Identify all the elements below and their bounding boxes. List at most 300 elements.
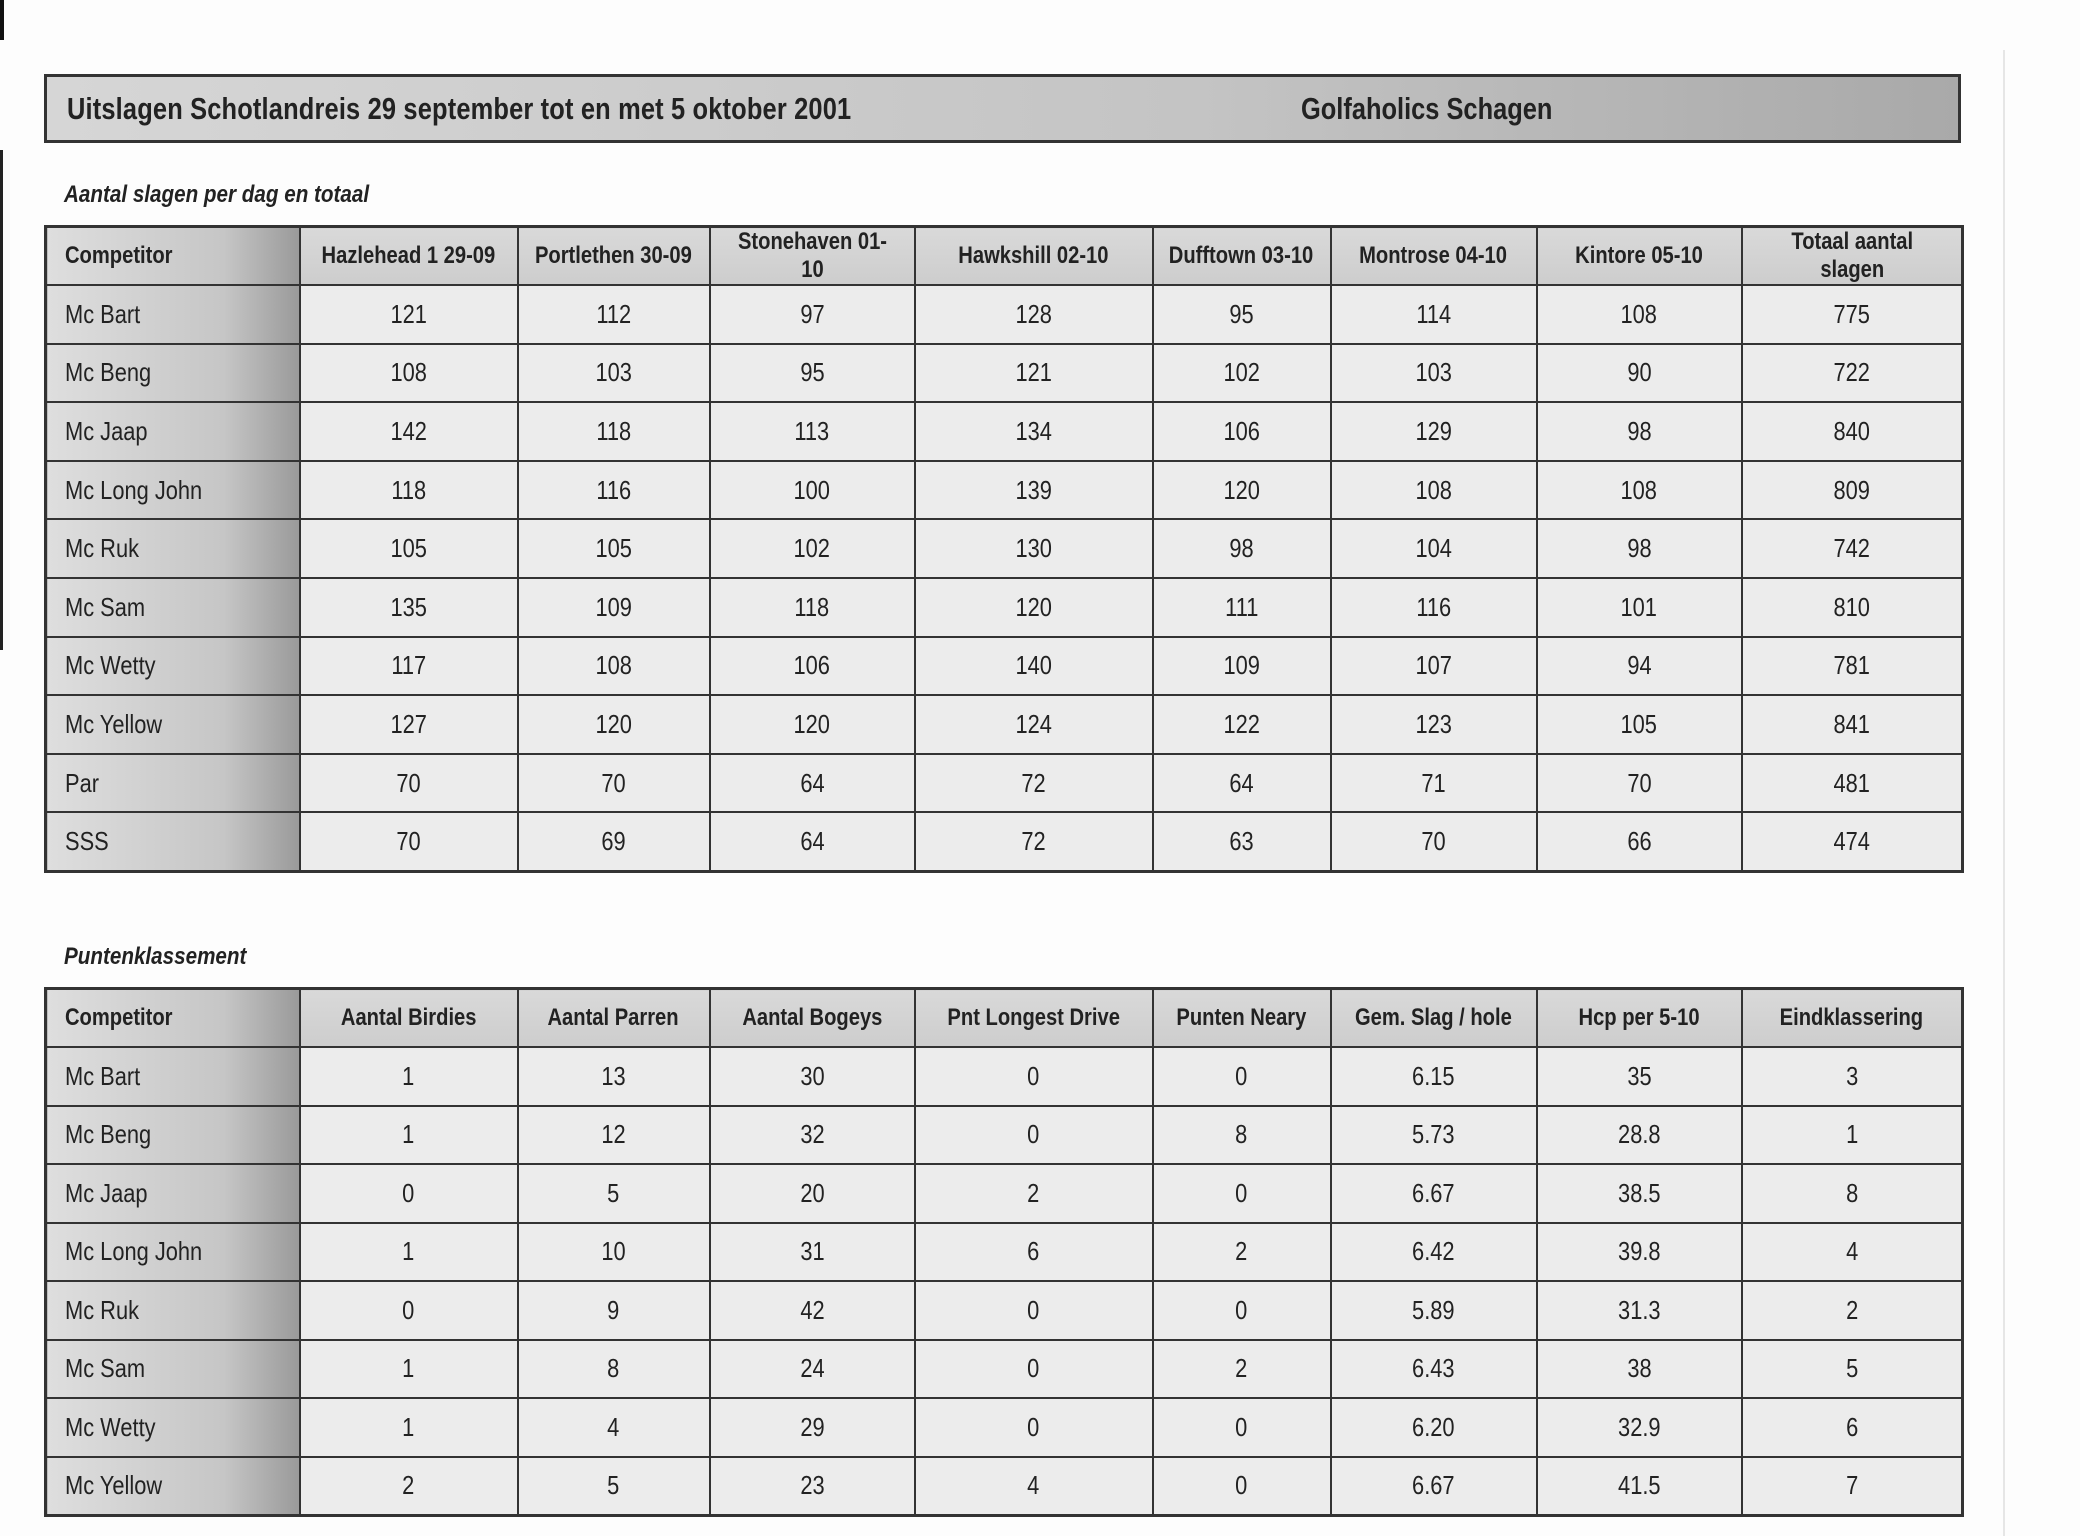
cell-value: 111	[1224, 591, 1259, 622]
value-cell	[1331, 1164, 1537, 1223]
column-header	[1742, 989, 1963, 1048]
competitor-cell	[46, 812, 300, 871]
cell-value: 474	[1833, 825, 1870, 856]
value-cell	[710, 1398, 915, 1457]
value-cell	[1742, 1281, 1963, 1340]
column-header-label: Punten Neary	[1176, 1004, 1307, 1031]
cell-value: 7	[1845, 1470, 1858, 1500]
value-cell	[518, 344, 710, 403]
value-cell	[518, 637, 710, 696]
competitor-name: Mc Bart	[65, 298, 141, 329]
value-cell	[1331, 754, 1537, 813]
cell-value: 108	[1620, 474, 1658, 505]
value-cell	[518, 402, 710, 461]
cell-value: 6.15	[1412, 1060, 1455, 1091]
competitor-cell	[46, 285, 300, 344]
cell-value: 28.8	[1617, 1119, 1661, 1150]
competitor-cell	[46, 402, 300, 461]
cell-value: 6	[1845, 1411, 1858, 1442]
column-header-label: Hcp per 5-10	[1578, 1004, 1700, 1031]
value-cell	[915, 1164, 1153, 1223]
cell-value: 134	[1015, 416, 1052, 447]
value-cell	[1537, 461, 1742, 520]
cell-value: 0	[1027, 1353, 1040, 1384]
value-cell	[710, 461, 915, 520]
value-cell	[518, 695, 710, 754]
column-header	[1153, 989, 1331, 1048]
value-cell	[710, 1047, 915, 1106]
value-cell	[300, 1340, 518, 1399]
cell-value: 38.5	[1617, 1177, 1661, 1208]
column-header-label: Dufftown 03-10	[1169, 242, 1314, 270]
cell-value: 117	[391, 650, 426, 681]
cell-value: 32.9	[1617, 1411, 1661, 1442]
value-cell	[1537, 402, 1742, 461]
column-header	[518, 989, 710, 1048]
value-cell	[710, 344, 915, 403]
table-row	[46, 1457, 1963, 1516]
value-cell	[1331, 402, 1537, 461]
cell-value: 118	[794, 591, 830, 622]
value-cell	[1537, 344, 1742, 403]
value-cell	[300, 344, 518, 403]
cell-value: 5	[607, 1470, 620, 1500]
column-header-label: Aantal Parren	[547, 1004, 680, 1031]
value-cell	[1742, 1106, 1963, 1165]
cell-value: 120	[1015, 591, 1052, 622]
club-name: Golfaholics Schagen	[1301, 90, 1553, 126]
column-header-label: Aantal Birdies	[340, 1004, 477, 1031]
cell-value: 5	[1845, 1353, 1858, 1384]
cell-value: 0	[1235, 1470, 1248, 1500]
cell-value: 121	[1015, 357, 1052, 388]
value-cell	[1153, 344, 1331, 403]
value-cell	[915, 1398, 1153, 1457]
cell-value: 127	[390, 709, 427, 740]
cell-value: 42	[799, 1294, 825, 1325]
value-cell	[710, 519, 915, 578]
cell-value: 20	[799, 1177, 825, 1208]
value-cell	[300, 578, 518, 637]
value-cell	[518, 578, 710, 637]
competitor-cell	[46, 1223, 300, 1282]
table-row	[46, 344, 1963, 403]
competitor-name: SSS	[65, 825, 109, 856]
cell-value: 107	[1415, 650, 1452, 681]
competitor-cell	[46, 1398, 300, 1457]
value-cell	[710, 1106, 915, 1165]
value-cell	[1742, 402, 1963, 461]
column-header-label: Montrose 04-10	[1359, 242, 1508, 270]
value-cell	[1742, 754, 1963, 813]
cell-value: 116	[1416, 591, 1451, 622]
table-row	[46, 1047, 1963, 1106]
cell-value: 72	[1021, 825, 1046, 856]
cell-value: 109	[1223, 650, 1260, 681]
table-row	[46, 519, 1963, 578]
value-cell	[1153, 812, 1331, 871]
cell-value: 4	[1845, 1236, 1858, 1267]
competitor-cell	[46, 1047, 300, 1106]
column-header-competitor	[46, 989, 300, 1048]
value-cell	[300, 1457, 518, 1516]
cell-value: 102	[1223, 357, 1260, 388]
competitor-cell	[46, 578, 300, 637]
cell-value: 1	[402, 1236, 415, 1267]
column-header	[915, 227, 1153, 286]
header-banner	[44, 74, 1961, 143]
cell-value: 135	[390, 591, 427, 622]
cell-value: 1	[1845, 1119, 1858, 1150]
value-cell	[1742, 519, 1963, 578]
column-header-label: Hazlehead 1 29-09	[321, 242, 496, 270]
value-cell	[1537, 1340, 1742, 1399]
competitor-cell	[46, 695, 300, 754]
value-cell	[300, 285, 518, 344]
column-header	[1537, 227, 1742, 286]
cell-value: 6.67	[1412, 1470, 1455, 1500]
column-header-label: Kintore 05-10	[1575, 242, 1703, 270]
cell-value: 0	[402, 1177, 415, 1208]
cell-value: 13	[601, 1060, 626, 1091]
value-cell	[1537, 1398, 1742, 1457]
cell-value: 29	[799, 1411, 825, 1442]
cell-value: 840	[1833, 416, 1870, 447]
cell-value: 1	[402, 1060, 415, 1091]
cell-value: 109	[595, 591, 632, 622]
cell-value: 9	[607, 1294, 620, 1325]
table-row	[46, 285, 1963, 344]
competitor-cell	[46, 519, 300, 578]
competitor-name: Mc Beng	[65, 1119, 152, 1150]
value-cell	[518, 1164, 710, 1223]
cell-value: 124	[1015, 709, 1052, 740]
competitor-cell	[46, 461, 300, 520]
value-cell	[518, 1281, 710, 1340]
cell-value: 2	[1027, 1177, 1040, 1208]
column-header	[1331, 989, 1537, 1048]
value-cell	[300, 1106, 518, 1165]
column-header	[1537, 989, 1742, 1048]
cell-value: 775	[1833, 298, 1870, 329]
table-row	[46, 1164, 1963, 1223]
cell-value: 810	[1833, 591, 1870, 622]
value-cell	[1742, 578, 1963, 637]
value-cell	[518, 812, 710, 871]
cell-value: 108	[1415, 474, 1452, 505]
cell-value: 10	[601, 1236, 626, 1267]
value-cell	[710, 402, 915, 461]
cell-value: 31.3	[1617, 1294, 1661, 1325]
value-cell	[1331, 1106, 1537, 1165]
cell-value: 103	[1415, 357, 1452, 388]
value-cell	[1537, 1106, 1742, 1165]
column-header-label: Pnt Longest Drive	[947, 1004, 1120, 1031]
cell-value: 2	[1235, 1353, 1248, 1384]
cell-value: 97	[799, 298, 825, 329]
competitor-name: Mc Sam	[65, 591, 146, 622]
value-cell	[710, 754, 915, 813]
column-header-label: Portlethen 30-09	[535, 242, 692, 270]
cell-value: 1	[402, 1353, 415, 1384]
value-cell	[1537, 1223, 1742, 1282]
column-header-label: Competitor	[65, 242, 173, 270]
value-cell	[1153, 285, 1331, 344]
competitor-name: Mc Ruk	[65, 533, 140, 564]
cell-value: 108	[390, 357, 427, 388]
cell-value: 4	[607, 1411, 620, 1442]
value-cell	[300, 519, 518, 578]
value-cell	[710, 812, 915, 871]
value-cell	[710, 1340, 915, 1399]
cell-value: 140	[1015, 650, 1052, 681]
table-row	[46, 695, 1963, 754]
table-row	[46, 402, 1963, 461]
value-cell	[300, 461, 518, 520]
cell-value: 108	[595, 650, 632, 681]
value-cell	[1742, 1398, 1963, 1457]
cell-value: 2	[402, 1470, 415, 1500]
value-cell	[1153, 578, 1331, 637]
value-cell	[518, 1047, 710, 1106]
value-cell	[915, 578, 1153, 637]
competitor-cell	[46, 1281, 300, 1340]
cell-value: 809	[1833, 474, 1870, 505]
value-cell	[915, 812, 1153, 871]
value-cell	[518, 1457, 710, 1516]
competitor-cell	[46, 344, 300, 403]
cell-value: 24	[799, 1353, 825, 1384]
value-cell	[300, 1223, 518, 1282]
cell-value: 35	[1626, 1060, 1652, 1091]
cell-value: 5.89	[1412, 1294, 1455, 1325]
value-cell	[1537, 578, 1742, 637]
cell-value: 98	[1229, 533, 1254, 564]
value-cell	[1537, 1164, 1742, 1223]
value-cell	[300, 812, 518, 871]
value-cell	[1742, 461, 1963, 520]
competitor-name: Mc Beng	[65, 357, 152, 388]
header-row	[46, 989, 1963, 1048]
page-edge-line	[2003, 50, 2005, 1536]
value-cell	[1153, 1106, 1331, 1165]
column-header	[915, 989, 1153, 1048]
cell-value: 781	[1833, 650, 1870, 681]
cell-value: 105	[390, 533, 427, 564]
value-cell	[915, 1047, 1153, 1106]
value-cell	[1153, 402, 1331, 461]
cell-value: 112	[596, 298, 631, 329]
value-cell	[1742, 344, 1963, 403]
value-cell	[1331, 637, 1537, 696]
value-cell	[1153, 1340, 1331, 1399]
competitor-name: Par	[65, 767, 99, 798]
cell-value: 122	[1223, 709, 1260, 740]
cell-value: 103	[595, 357, 632, 388]
column-header-label: Totaal aantal slagen	[1790, 228, 1913, 284]
cell-value: 105	[1620, 709, 1658, 740]
cell-value: 63	[1229, 825, 1254, 856]
cell-value: 0	[1027, 1294, 1040, 1325]
cell-value: 2	[1845, 1294, 1858, 1325]
value-cell	[1153, 461, 1331, 520]
cell-value: 90	[1626, 357, 1652, 388]
value-cell	[1537, 1047, 1742, 1106]
table-row	[46, 754, 1963, 813]
value-cell	[1153, 1223, 1331, 1282]
competitor-name: Mc Bart	[65, 1060, 141, 1091]
value-cell	[710, 637, 915, 696]
column-header	[300, 227, 518, 286]
value-cell	[1742, 1047, 1963, 1106]
cell-value: 2	[1235, 1236, 1248, 1267]
cell-value: 123	[1415, 709, 1452, 740]
value-cell	[915, 1106, 1153, 1165]
competitor-name: Mc Yellow	[65, 709, 163, 740]
value-cell	[518, 1106, 710, 1165]
value-cell	[915, 1340, 1153, 1399]
cell-value: 116	[596, 474, 631, 505]
value-cell	[915, 754, 1153, 813]
competitor-name: Mc Yellow	[65, 1470, 163, 1500]
column-header	[300, 989, 518, 1048]
column-header-label: Gem. Slag / hole	[1355, 1004, 1512, 1031]
table-row	[46, 461, 1963, 520]
cell-value: 104	[1415, 533, 1452, 564]
value-cell	[710, 1164, 915, 1223]
value-cell	[710, 1457, 915, 1516]
cell-value: 12	[601, 1119, 626, 1150]
value-cell	[1153, 1281, 1331, 1340]
cell-value: 142	[390, 416, 427, 447]
value-cell	[710, 285, 915, 344]
value-cell	[1331, 344, 1537, 403]
value-cell	[1537, 1281, 1742, 1340]
value-cell	[300, 695, 518, 754]
column-header-label: Hawkshill 02-10	[958, 242, 1109, 270]
table-row	[46, 1223, 1963, 1282]
cell-value: 64	[1229, 767, 1254, 798]
value-cell	[1742, 1340, 1963, 1399]
column-header-label: Eindklassering	[1780, 1004, 1924, 1031]
table-row	[46, 1398, 1963, 1457]
cell-value: 5.73	[1412, 1119, 1455, 1150]
value-cell	[300, 754, 518, 813]
column-header	[1742, 227, 1963, 286]
value-cell	[1537, 1457, 1742, 1516]
cell-value: 32	[799, 1119, 825, 1150]
value-cell	[1537, 285, 1742, 344]
points-section-title: Puntenklassement	[64, 943, 247, 970]
cell-value: 38	[1626, 1353, 1652, 1384]
value-cell	[1742, 285, 1963, 344]
cell-value: 841	[1833, 709, 1870, 740]
competitor-cell	[46, 1340, 300, 1399]
competitor-name: Mc Wetty	[65, 1411, 156, 1442]
column-header-label: Competitor	[65, 1004, 173, 1031]
column-header	[1331, 227, 1537, 286]
value-cell	[1537, 754, 1742, 813]
scan-edge-line	[0, 150, 3, 650]
value-cell	[1331, 1340, 1537, 1399]
cell-value: 70	[396, 825, 421, 856]
value-cell	[710, 1223, 915, 1282]
cell-value: 0	[1235, 1294, 1248, 1325]
cell-value: 1	[402, 1119, 415, 1150]
column-header	[710, 227, 915, 286]
competitor-name: Mc Sam	[65, 1353, 146, 1384]
cell-value: 70	[396, 767, 421, 798]
cell-value: 0	[1027, 1060, 1040, 1091]
cell-value: 722	[1833, 357, 1870, 388]
cell-value: 742	[1833, 533, 1870, 564]
cell-value: 94	[1626, 650, 1652, 681]
value-cell	[1153, 1164, 1331, 1223]
cell-value: 64	[799, 767, 825, 798]
cell-value: 0	[1235, 1060, 1248, 1091]
cell-value: 95	[799, 357, 825, 388]
column-header-label: Aantal Bogeys	[741, 1004, 883, 1031]
competitor-name: Mc Jaap	[65, 1177, 148, 1208]
cell-value: 64	[799, 825, 825, 856]
cell-value: 121	[390, 298, 427, 329]
cell-value: 4	[1027, 1470, 1040, 1500]
value-cell	[915, 1457, 1153, 1516]
value-cell	[300, 1398, 518, 1457]
cell-value: 8	[1235, 1119, 1248, 1150]
value-cell	[1537, 812, 1742, 871]
cell-value: 98	[1626, 416, 1652, 447]
cell-value: 69	[601, 825, 626, 856]
strokes-section-title: Aantal slagen per dag en totaal	[64, 181, 370, 208]
cell-value: 139	[1015, 474, 1052, 505]
column-header	[1153, 227, 1331, 286]
cell-value: 0	[1235, 1177, 1248, 1208]
value-cell	[1331, 578, 1537, 637]
value-cell	[1153, 1047, 1331, 1106]
value-cell	[300, 637, 518, 696]
competitor-name: Mc Jaap	[65, 416, 148, 447]
competitor-name: Mc Wetty	[65, 650, 156, 681]
cell-value: 481	[1833, 767, 1870, 798]
column-header-competitor	[46, 227, 300, 286]
value-cell	[710, 1281, 915, 1340]
value-cell	[300, 1164, 518, 1223]
value-cell	[1742, 1457, 1963, 1516]
table-row	[46, 1340, 1963, 1399]
value-cell	[1742, 812, 1963, 871]
value-cell	[1331, 1281, 1537, 1340]
cell-value: 95	[1229, 298, 1254, 329]
value-cell	[518, 754, 710, 813]
value-cell	[1153, 637, 1331, 696]
competitor-cell	[46, 637, 300, 696]
cell-value: 0	[402, 1294, 415, 1325]
value-cell	[1331, 1223, 1537, 1282]
cell-value: 108	[1620, 298, 1658, 329]
cell-value: 118	[596, 416, 631, 447]
cell-value: 6	[1027, 1236, 1040, 1267]
value-cell	[915, 285, 1153, 344]
value-cell	[300, 1281, 518, 1340]
cell-value: 130	[1015, 533, 1052, 564]
competitor-cell	[46, 1106, 300, 1165]
cell-value: 101	[1620, 591, 1658, 622]
cell-value: 70	[1421, 825, 1446, 856]
value-cell	[518, 285, 710, 344]
cell-value: 102	[793, 533, 831, 564]
column-header	[710, 989, 915, 1048]
